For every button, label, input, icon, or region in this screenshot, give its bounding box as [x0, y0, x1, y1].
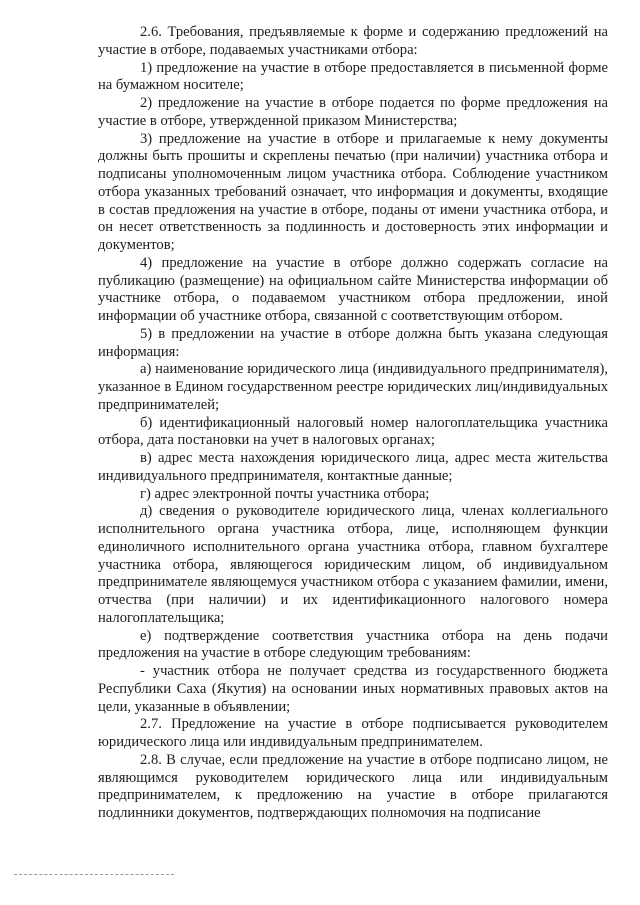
paragraph-requirement-dash: - участник отбора не получает средства из государственного бюджета Республики Саха (Якутия) на основании иных нормативных правовых актов на цели, указанные в объявлении;: [98, 663, 608, 715]
paragraph-subitem-e: е) подтверждение соответствия участника отбора на день подачи предложения на участие в отборе следующим требованиям:: [98, 627, 608, 662]
paragraph-2-7: 2.7. Предложение на участие в отборе подписывается руководителем юридического лица или индивидуальным предпринимателем.: [98, 716, 608, 750]
paragraph-2-6: 2.6. Требования, предъявляемые к форме и содержанию предложений на участие в отборе, подаваемых участниками отбора:: [98, 24, 608, 58]
paragraph-subitem-g: г) адрес электронной почты участника отбора;: [140, 485, 430, 502]
paragraph-item-1: 1) предложение на участие в отборе предоставляется в письменной форме на бумажном носителе;: [98, 59, 608, 94]
paragraph-item-2: 2) предложение на участие в отборе подается по форме предложения на участие в отборе, утвержденной приказом Министерства;: [98, 95, 608, 129]
paragraph-subitem-d: д) сведения о руководителе юридического лица, членах коллегиального исполнительного органа участника отбора, лице, исполняющем функции единоличного исполнительного органа участника отбора, главном бухгалтере участника отбора, являющегося юридическим лицом, об индивидуальном предпринимателе являющемуся участником отбора с указанием фамилии, имени, отчества (при наличии) и их идентификационного налогового номера налогоплательщика;: [98, 503, 608, 626]
paragraph-subitem-v: в) адрес места нахождения юридического лица, адрес места жительства индивидуального предпринимателя, контактные данные;: [98, 450, 608, 484]
paragraph-item-5: 5) в предложении на участие в отборе должна быть указана следующая информация:: [98, 325, 608, 360]
paragraph-2-8: 2.8. В случае, если предложение на участие в отборе подписано лицом, не являющимся руководителем юридического лица или индивидуальным предпринимателем, к предложению на участие в отборе прилагаются подлинники документов, подтверждающих полномочия на подписание: [98, 751, 608, 821]
footer-divider: [14, 874, 174, 875]
paragraph-item-4: 4) предложение на участие в отборе должно содержать согласие на публикацию (размещение) на официальном сайте Министерства информации об участнике отбора, о подаваемом участником отбора предложении, иной информации об участнике отбора, связанной с соответствующим отбором.: [98, 254, 608, 324]
paragraph-subitem-b: б) идентификационный налоговый номер налогоплательщика участника отбора, дата постановки на учет в налоговых органах;: [98, 414, 608, 449]
paragraph-item-3: 3) предложение на участие в отборе и прилагаемые к нему документы должны быть прошиты и скреплены печатью (при наличии) участника отбора и подписаны уполномоченным лицом участника отбора. Соблюдение участником отбора указанных требований означает, что информация и документы, входящие в состав предложения на участие в отборе, поданы от имени участника отбора, и он несет ответственность за подлинность и достоверность этих информации и документов;: [98, 130, 608, 253]
paragraph-subitem-a: а) наименование юридического лица (индивидуального предпринимателя), указанное в Едином государственном реестре юридических лиц/индивидуальных предпринимателей;: [98, 361, 608, 413]
